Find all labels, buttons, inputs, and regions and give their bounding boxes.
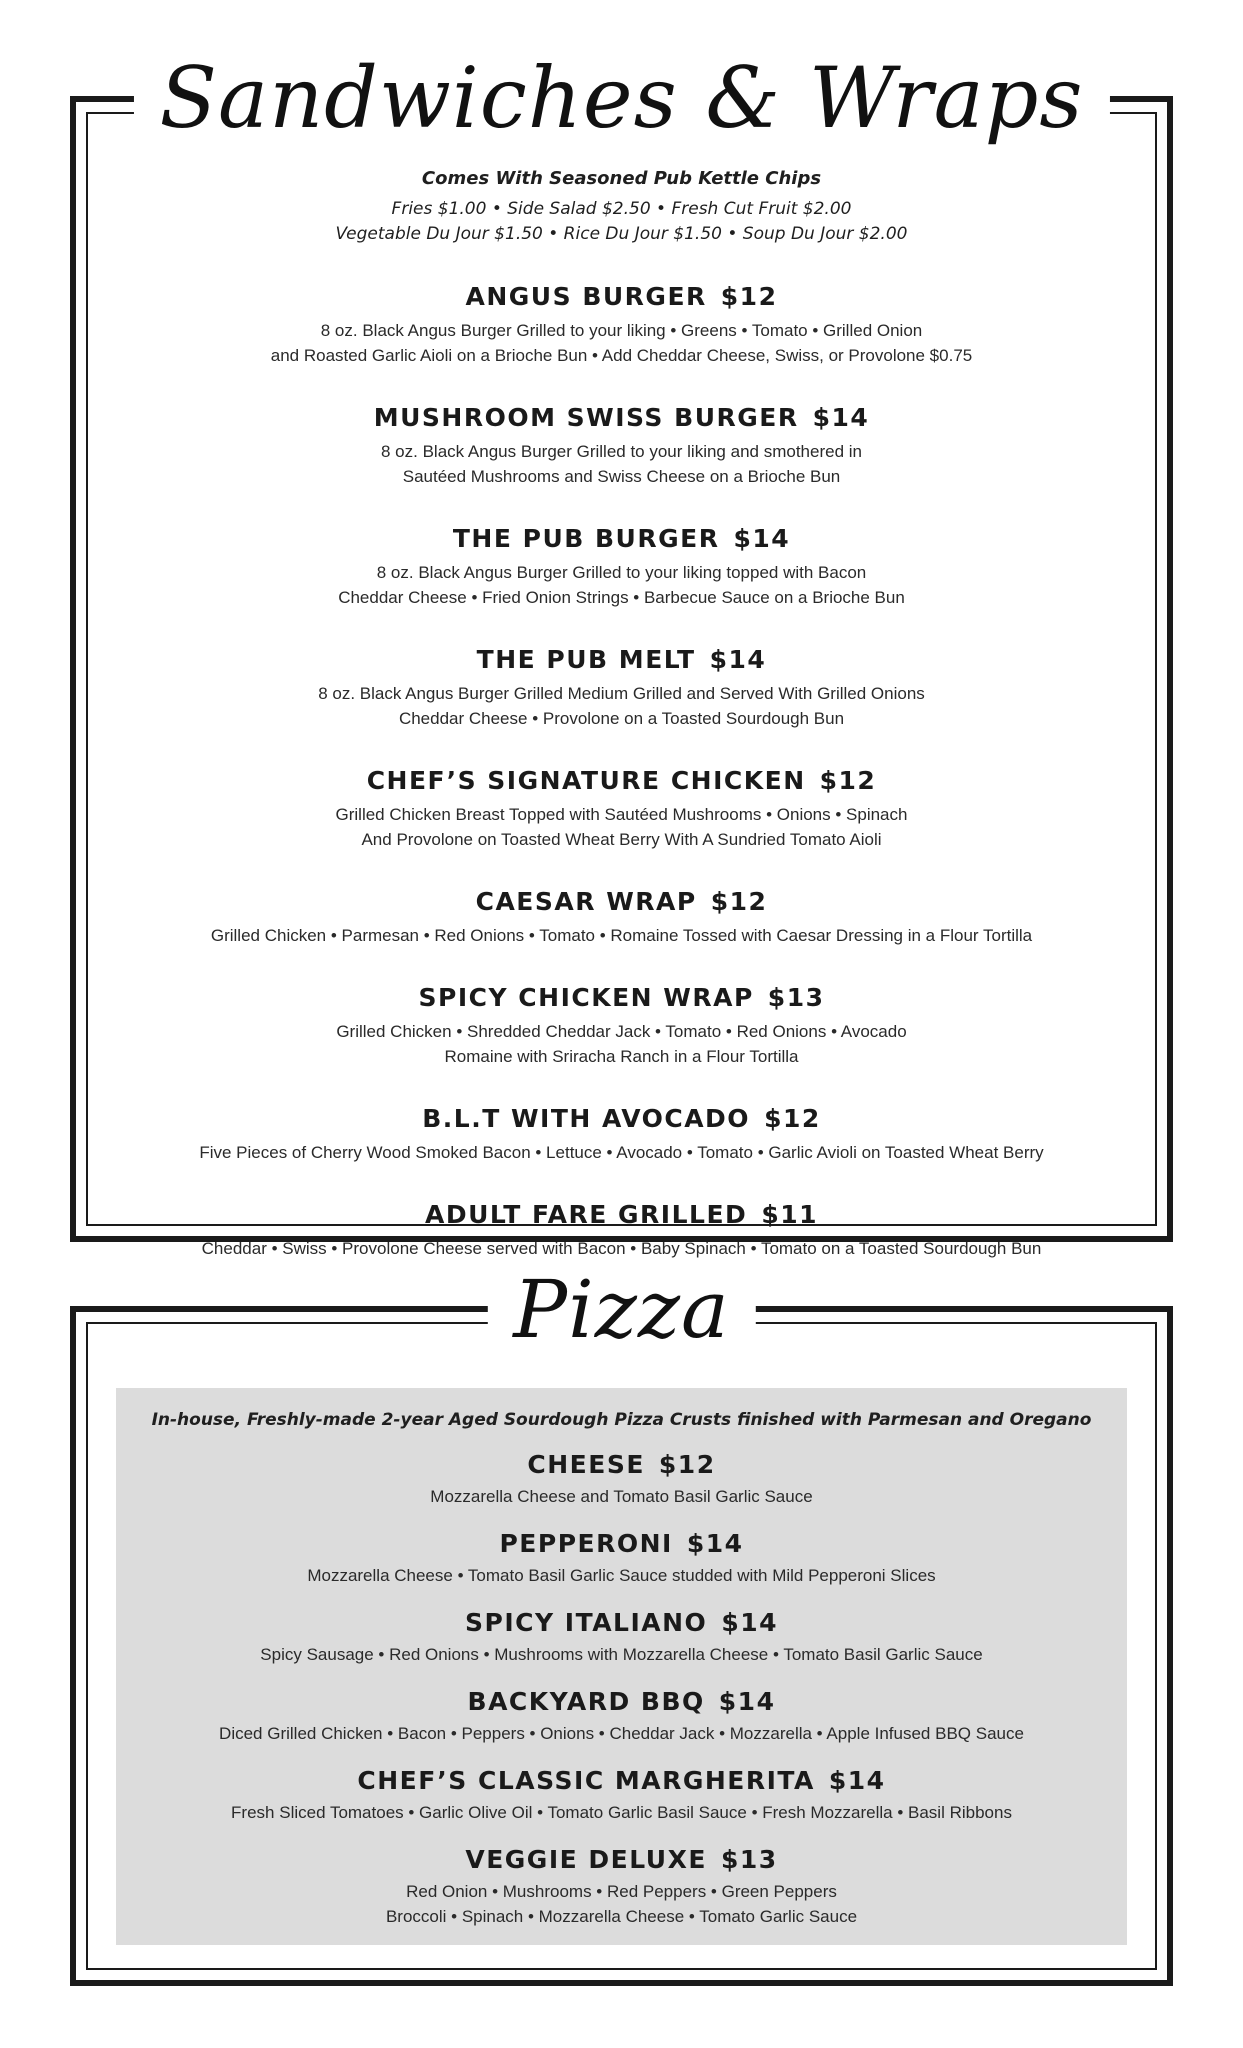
- menu-item-name: ADULT FARE GRILLED: [425, 1200, 748, 1229]
- menu-item-description: 8 oz. Black Angus Burger Grilled to your liking topped with Bacon: [376, 563, 867, 582]
- menu-item-title: [102, 282, 1141, 312]
- menu-item-description: Romaine with Sriracha Ranch in a Flour Tortilla: [444, 1047, 799, 1066]
- menu-item-description: Grilled Chicken Breast Topped with Sautéed Mushrooms • Onions • Spinach: [335, 805, 908, 824]
- sandwiches-intro: Comes With Seasoned Pub Kettle Chips: [421, 168, 822, 189]
- menu-item-name: THE PUB MELT: [476, 645, 696, 674]
- menu-item-description: 8 oz. Black Angus Burger Grilled to your liking • Greens • Tomato • Grilled Onion: [320, 321, 923, 340]
- menu-item-price: $13: [767, 983, 825, 1012]
- menu-item-name: PEPPERONI: [499, 1529, 673, 1558]
- menu-item-description: Diced Grilled Chicken • Bacon • Peppers • Onions • Cheddar Jack • Mozzarella • Apple Infused BBQ Sauce: [219, 1724, 1024, 1743]
- menu-item-title: [116, 1529, 1127, 1559]
- menu-item-title: [116, 1608, 1127, 1638]
- menu-item-description: Sautéed Mushrooms and Swiss Cheese on a Brioche Bun: [402, 467, 841, 486]
- menu-item-title: [116, 1766, 1127, 1796]
- menu-item-price: $14: [828, 1766, 886, 1795]
- menu-item-description: Cheddar Cheese • Provolone on a Toasted Sourdough Bun: [398, 709, 845, 728]
- menu-item-price: $14: [721, 1608, 778, 1637]
- pizza-section: [70, 1263, 1173, 1986]
- menu-item-name: CAESAR WRAP: [475, 887, 697, 916]
- menu-item-name: SPICY ITALIANO: [465, 1608, 708, 1637]
- sandwiches-sides-line: Fries $1.00 • Side Salad $2.50 • Fresh Cut Fruit $2.00: [391, 199, 852, 219]
- sandwiches-sides-line: Vegetable Du Jour $1.50 • Rice Du Jour $1.50 • Soup Du Jour $2.00: [335, 224, 908, 244]
- menu-item-price: $12: [710, 887, 768, 916]
- sandwiches-content: [102, 168, 1141, 1261]
- menu-item-description: Mozzarella Cheese and Tomato Basil Garlic Sauce: [430, 1487, 813, 1506]
- pizza-intro: In-house, Freshly-made 2-year Aged Sourdough Pizza Crusts finished with Parmesan and Oregano: [151, 1410, 1092, 1430]
- menu-item-description: Cheddar Cheese • Fried Onion Strings • Barbecue Sauce on a Brioche Bun: [338, 588, 905, 607]
- menu-item-description: And Provolone on Toasted Wheat Berry With A Sundried Tomato Aioli: [361, 830, 882, 849]
- menu-item: [102, 403, 1141, 489]
- menu-item-description: Spicy Sausage • Red Onions • Mushrooms with Mozzarella Cheese • Tomato Basil Garlic Sauce: [260, 1645, 983, 1664]
- menu-item-title: [102, 403, 1141, 433]
- menu-item-description: Cheddar • Swiss • Provolone Cheese served with Bacon • Baby Spinach • Tomato on a Toasted Sourdough Bun: [201, 1239, 1042, 1258]
- menu-item-name: CHEF’S SIGNATURE CHICKEN: [366, 766, 806, 795]
- menu-item-price: $12: [819, 766, 877, 795]
- menu-item-title: [102, 1200, 1141, 1230]
- menu-item-name: VEGGIE DELUXE: [465, 1845, 707, 1874]
- menu-item-price: $14: [733, 524, 791, 553]
- menu-item: [116, 1450, 1127, 1509]
- menu-item-title: [102, 766, 1141, 796]
- pizza-panel: [116, 1388, 1127, 1945]
- sandwiches-title: Sandwiches & Wraps: [133, 56, 1109, 140]
- menu-item-description: Grilled Chicken • Shredded Cheddar Jack • Tomato • Red Onions • Avocado: [336, 1022, 907, 1041]
- menu-item: [116, 1845, 1127, 1929]
- menu-item-description: and Roasted Garlic Aioli on a Brioche Bun • Add Cheddar Cheese, Swiss, or Provolone $0.75: [270, 346, 973, 365]
- menu-item-description: Broccoli • Spinach • Mozzarella Cheese • Tomato Garlic Sauce: [385, 1907, 858, 1926]
- menu-item-description: 8 oz. Black Angus Burger Grilled Medium Grilled and Served With Grilled Onions: [318, 684, 925, 703]
- menu-item-name: CHEESE: [527, 1450, 645, 1479]
- menu-item: [116, 1529, 1127, 1588]
- menu-item-title: [116, 1450, 1127, 1480]
- menu-item-title: [102, 887, 1141, 917]
- menu-item: [102, 645, 1141, 731]
- pizza-title: Pizza: [487, 1270, 755, 1350]
- menu-item-price: $12: [720, 282, 778, 311]
- menu-item: [102, 1104, 1141, 1165]
- sandwiches-section: [70, 49, 1173, 1258]
- menu-item-description: 8 oz. Black Angus Burger Grilled to your liking and smothered in: [381, 442, 862, 461]
- menu-item-price: $13: [720, 1845, 778, 1874]
- menu-item-title: [116, 1687, 1127, 1717]
- menu-item-name: CHEF’S CLASSIC MARGHERITA: [357, 1766, 815, 1795]
- menu-item: [102, 983, 1141, 1069]
- menu-item-name: ANGUS BURGER: [465, 282, 707, 311]
- menu-item: [102, 1200, 1141, 1261]
- menu-item: [102, 766, 1141, 852]
- menu-item-name: BACKYARD BBQ: [467, 1687, 705, 1716]
- menu-item-name: MUSHROOM SWISS BURGER: [373, 403, 799, 432]
- menu-item-name: B.L.T WITH AVOCADO: [422, 1104, 751, 1133]
- menu-item-description: Grilled Chicken • Parmesan • Red Onions • Tomato • Romaine Tossed with Caesar Dressing in a Flour Tortilla: [210, 926, 1033, 945]
- menu-item-title: [102, 645, 1141, 675]
- menu-item-price: $11: [761, 1200, 818, 1229]
- menu-item-price: $14: [686, 1529, 744, 1558]
- menu-item: [102, 524, 1141, 610]
- menu-item: [116, 1608, 1127, 1667]
- menu-item-title: [116, 1845, 1127, 1875]
- menu-item: [102, 282, 1141, 368]
- menu-item-price: $14: [718, 1687, 776, 1716]
- menu-item: [116, 1687, 1127, 1746]
- menu-item-title: [102, 983, 1141, 1013]
- menu-item-description: Five Pieces of Cherry Wood Smoked Bacon • Lettuce • Avocado • Tomato • Garlic Avioli on Toasted Wheat Berry: [199, 1143, 1044, 1162]
- menu-item-description: Fresh Sliced Tomatoes • Garlic Olive Oil • Tomato Garlic Basil Sauce • Fresh Mozzarella • Basil Ribbons: [231, 1803, 1012, 1822]
- menu-item-name: SPICY CHICKEN WRAP: [418, 983, 754, 1012]
- menu-item-title: [102, 524, 1141, 554]
- menu-item-name: THE PUB BURGER: [452, 524, 720, 553]
- menu-item-description: Red Onion • Mushrooms • Red Peppers • Green Peppers: [406, 1882, 837, 1901]
- menu-item: [116, 1766, 1127, 1825]
- menu-item-price: $12: [764, 1104, 821, 1133]
- menu-item-price: $14: [709, 645, 767, 674]
- menu-item: [102, 887, 1141, 948]
- menu-item-price: $14: [812, 403, 870, 432]
- menu-item-description: Mozzarella Cheese • Tomato Basil Garlic Sauce studded with Mild Pepperoni Slices: [307, 1566, 936, 1585]
- menu-item-price: $12: [658, 1450, 716, 1479]
- menu-item-title: [102, 1104, 1141, 1134]
